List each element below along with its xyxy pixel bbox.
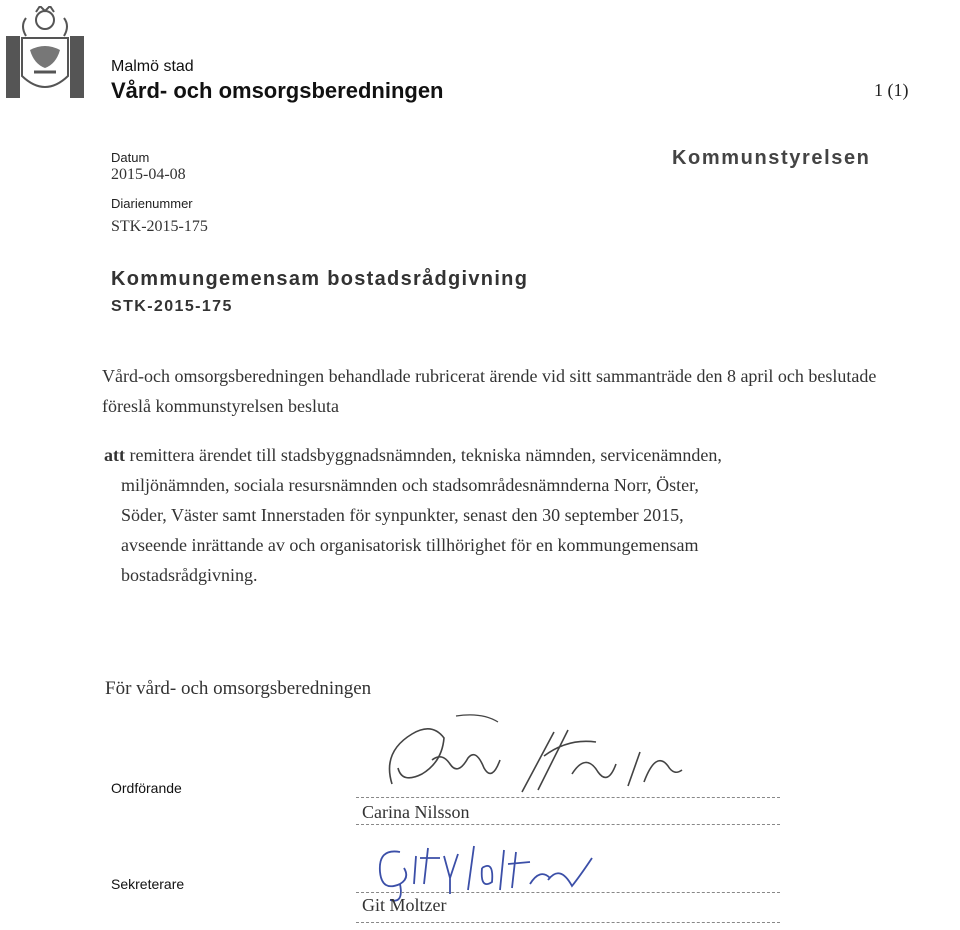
decision-line: miljönämnden, sociala resursnämnden och stadsområdesnämnderna Norr, Öster,	[121, 475, 699, 495]
page-number: 1 (1)	[874, 80, 909, 100]
coat-of-arms-logo	[6, 6, 84, 98]
decision-line: bostadsrådgivning.	[121, 565, 258, 585]
secretary-signature-line	[356, 892, 780, 893]
subject-reference: STK-2015-175	[111, 298, 233, 315]
decision-line	[104, 440, 894, 470]
city-name: Malmö stad	[111, 58, 194, 75]
on-behalf-line: För vård- och omsorgsberedningen	[105, 678, 372, 699]
decision-line: avseende inrättande av och organisatorisk tillhörighet för en kommungemensam	[121, 535, 699, 555]
chair-signature-line	[356, 797, 780, 798]
chair-name: Carina Nilsson	[362, 802, 470, 822]
committee-title: Vård- och omsorgsberedningen	[111, 78, 444, 103]
decision-paragraph	[104, 440, 894, 590]
diary-number-label: Diarienummer	[111, 196, 193, 211]
decision-line: Söder, Väster samt Innerstaden för synpunkter, senast den 30 september 2015,	[121, 505, 684, 525]
diary-number-value: STK-2015-175	[111, 218, 208, 235]
secretary-name: Git Moltzer	[362, 895, 447, 915]
att-keyword: att	[104, 445, 125, 465]
chair-name-underline	[356, 824, 780, 825]
chair-role-label: Ordförande	[111, 780, 182, 796]
secretary-role-label: Sekreterare	[111, 876, 185, 892]
date-label: Datum	[111, 150, 150, 165]
recipient: Kommunstyrelsen	[672, 147, 871, 169]
secretary-name-underline	[356, 922, 780, 923]
decision-line-text: remittera ärendet till stadsbyggnadsnämnden, tekniska nämnden, servicenämnden,	[129, 445, 722, 465]
date-value: 2015-04-08	[111, 166, 186, 183]
intro-paragraph: Vård-och omsorgsberedningen behandlade rubricerat ärende vid sitt sammanträde den 8 april och beslutade föreslå kommunstyrelsen besluta	[102, 366, 877, 416]
chair-handwritten-signature	[372, 712, 702, 802]
subject-title: Kommungemensam bostadsrådgivning	[111, 268, 529, 290]
